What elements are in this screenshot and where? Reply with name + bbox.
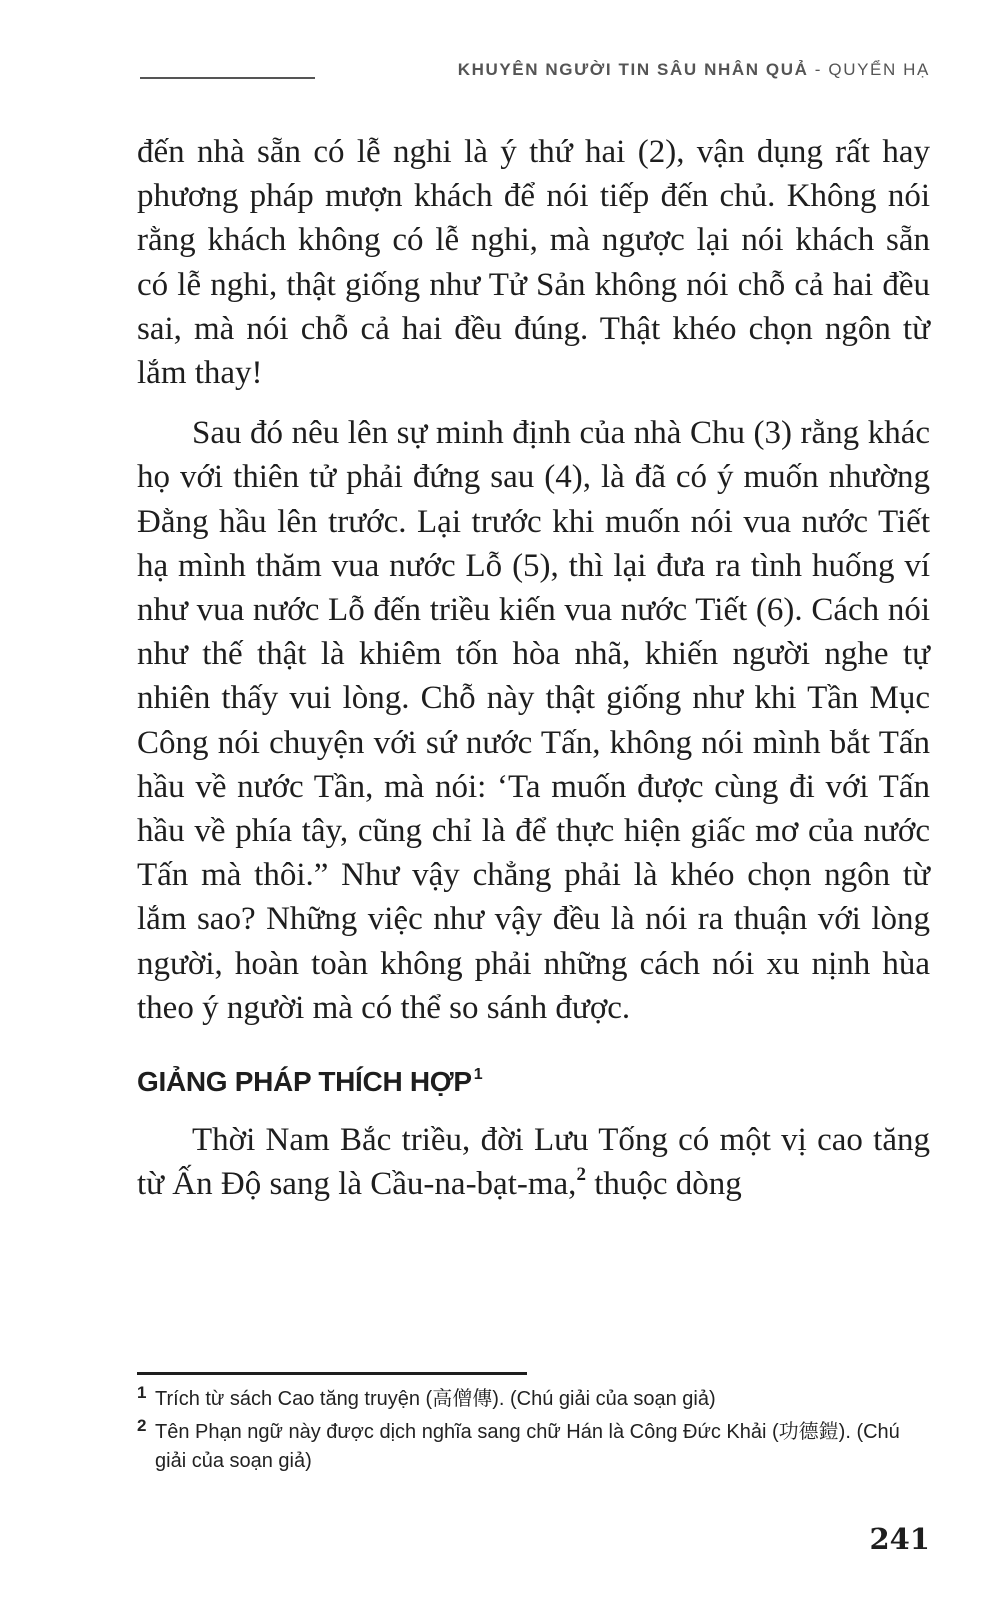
header-title: [458, 60, 930, 80]
header-separator: -: [808, 60, 829, 79]
footnote-1: [137, 1385, 930, 1414]
page-body: [137, 130, 930, 1206]
paragraph-continued: đến nhà sẵn có lễ nghi là ý thứ hai (2), vận dụng rất hay phương pháp mượn khách để nói tiếp đến chủ. Không nói rằng khách không có lễ nghi, mà ngược lại nói khách sẵn có lễ nghi, thật giống như Tử Sản không nói chỗ cả hai đều sai, mà nói chỗ cả hai đều đúng. Thật khéo chọn ngôn từ lắm thay!: [137, 134, 930, 392]
section-text-after: thuộc dòng: [585, 1166, 742, 1203]
section-heading-text: GIẢNG PHÁP THÍCH HỢP: [137, 1066, 472, 1098]
header-volume: QUYỂN HẠ: [828, 60, 930, 79]
section-paragraph: [137, 1118, 930, 1206]
section-heading: [137, 1062, 930, 1102]
footnotes: [137, 1385, 930, 1480]
footnote-text: Trích từ sách Cao tăng truyện (高僧傳). (Chú giải của soạn giả): [155, 1388, 716, 1410]
header-book-title: KHUYÊN NGƯỜI TIN SÂU NHÂN QUẢ: [457, 60, 809, 79]
footnote-text: Tên Phạn ngữ này được dịch nghĩa sang chữ Hán là Công Đức Khải (功德鎧). (Chú giải của soạn giả): [155, 1421, 900, 1472]
footnote-number: 1: [137, 1383, 147, 1402]
footnote-ref-2: 2: [576, 1164, 586, 1186]
header-rule: [140, 77, 315, 79]
paragraph: Sau đó nêu lên sự minh định của nhà Chu (3) rằng khác họ với thiên tử phải đứng sau (4), là đã có ý muốn nhường Đằng hầu lên trước. Lại trước khi muốn nói vua nước Tiết hạ mình thăm vua nước Lỗ (5), thì lại đưa ra tình huống ví như vua nước Lỗ đến triều kiến vua nước Tiết (6). Cách nói như thế thật là khiêm tốn hòa nhã, khiến người nghe tự nhiên thấy vui lòng. Chỗ này thật giống như khi Tần Mục Công nói chuyện với sứ nước Tấn, không nói mình bắt Tấn hầu về nước Tần, mà nói: ‘Ta muốn được cùng đi với Tấn hầu về phía tây, cũng chỉ là để thực hiện giấc mơ của nước Tấn mà thôi.” Như vậy chẳng phải là khéo chọn ngôn từ lắm sao? Những việc như vậy đều là nói ra thuận với lòng người, hoàn toàn không phải những cách nói xu nịnh hùa theo ý người mà có thể so sánh được.: [137, 415, 930, 1026]
footnote-ref-1: 1: [473, 1066, 483, 1084]
footnote-number: 2: [137, 1416, 147, 1435]
running-header: [140, 60, 930, 90]
page-number: 241: [869, 1522, 930, 1556]
footnote-2: [137, 1418, 930, 1476]
section-text-before: Thời Nam Bắc triều, đời Lưu Tống có một vị cao tăng từ Ấn Độ sang là Cầu-na-bạt-ma,: [137, 1122, 930, 1203]
footnote-rule: [137, 1372, 527, 1375]
